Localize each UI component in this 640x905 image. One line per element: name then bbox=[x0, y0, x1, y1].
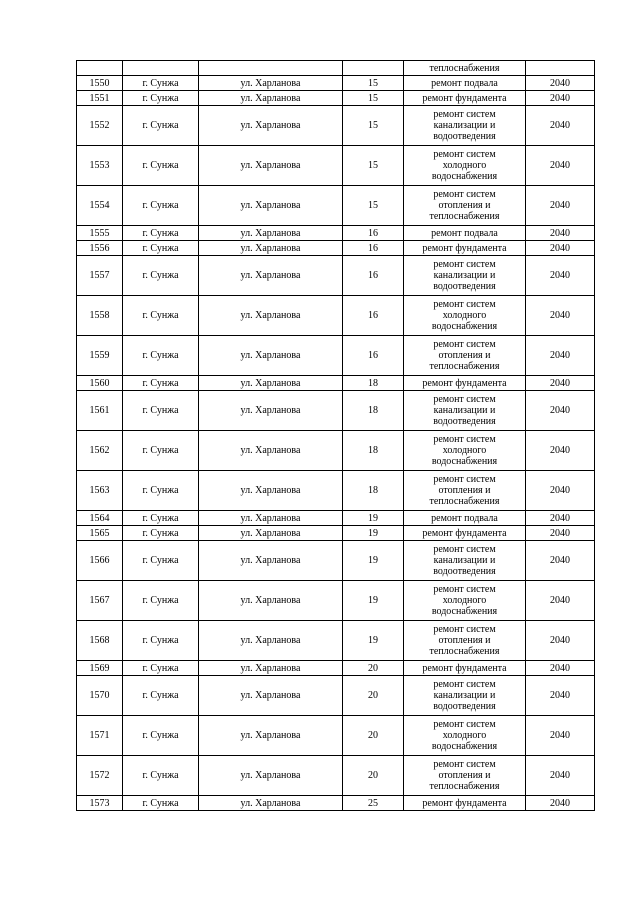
work-line: теплоснабжения bbox=[429, 62, 500, 74]
work-line: ремонт фундамента bbox=[422, 527, 507, 539]
work-line: теплоснабжения bbox=[429, 211, 500, 222]
cell-house: 25 bbox=[343, 796, 404, 811]
work-line: ремонт систем bbox=[433, 719, 496, 730]
table-row bbox=[77, 541, 595, 581]
work-line: ремонт систем bbox=[433, 299, 496, 310]
cell-work-type bbox=[404, 541, 526, 581]
table-row bbox=[77, 471, 595, 511]
table-row bbox=[77, 186, 595, 226]
work-line: теплоснабжения bbox=[429, 361, 500, 372]
cell-city: г. Сунжа bbox=[123, 256, 199, 296]
table-row bbox=[77, 76, 595, 91]
cell-city: г. Сунжа bbox=[123, 526, 199, 541]
cell-number: 1571 bbox=[77, 716, 123, 756]
cell-street: ул. Харланова bbox=[199, 541, 343, 581]
work-line: отопления и bbox=[438, 200, 491, 211]
table-row bbox=[77, 676, 595, 716]
cell-house: 20 bbox=[343, 756, 404, 796]
cell-street: ул. Харланова bbox=[199, 336, 343, 376]
work-line: отопления и bbox=[438, 770, 491, 781]
cell-number: 1562 bbox=[77, 431, 123, 471]
cell-year: 2040 bbox=[526, 146, 595, 186]
cell-work-type bbox=[404, 621, 526, 661]
cell-street: ул. Харланова bbox=[199, 716, 343, 756]
cell-number: 1556 bbox=[77, 241, 123, 256]
cell-city: г. Сунжа bbox=[123, 431, 199, 471]
work-line: ремонт систем bbox=[433, 624, 496, 635]
cell-work-type bbox=[404, 76, 526, 91]
cell-number: 1552 bbox=[77, 106, 123, 146]
cell-year: 2040 bbox=[526, 581, 595, 621]
cell-work-type bbox=[404, 661, 526, 676]
cell-number: 1558 bbox=[77, 296, 123, 336]
cell-city: г. Сунжа bbox=[123, 511, 199, 526]
cell-house: 19 bbox=[343, 526, 404, 541]
cell-work-type bbox=[404, 241, 526, 256]
table-row bbox=[77, 376, 595, 391]
cell-house: 20 bbox=[343, 661, 404, 676]
cell-work-type bbox=[404, 186, 526, 226]
table-row bbox=[77, 226, 595, 241]
cell-house: 15 bbox=[343, 146, 404, 186]
cell-number: 1568 bbox=[77, 621, 123, 661]
cell-number: 1566 bbox=[77, 541, 123, 581]
table-row bbox=[77, 756, 595, 796]
cell-city: г. Сунжа bbox=[123, 621, 199, 661]
work-line: ремонт систем bbox=[433, 259, 496, 270]
work-line: холодного bbox=[442, 445, 487, 456]
cell-house: 15 bbox=[343, 91, 404, 106]
cell-city: г. Сунжа bbox=[123, 391, 199, 431]
cell-work-type bbox=[404, 391, 526, 431]
cell-house: 19 bbox=[343, 541, 404, 581]
cell-year: 2040 bbox=[526, 226, 595, 241]
cell-house: 15 bbox=[343, 186, 404, 226]
table-row bbox=[77, 526, 595, 541]
work-line: водоснабжения bbox=[431, 321, 498, 332]
cell-house: 19 bbox=[343, 581, 404, 621]
cell-year: 2040 bbox=[526, 336, 595, 376]
work-line: ремонт систем bbox=[433, 149, 496, 160]
cell-number: 1553 bbox=[77, 146, 123, 186]
work-line: ремонт подвала bbox=[431, 512, 498, 524]
cell-work-type bbox=[404, 796, 526, 811]
cell-work-type bbox=[404, 756, 526, 796]
cell-year: 2040 bbox=[526, 661, 595, 676]
table-row bbox=[77, 621, 595, 661]
cell-street: ул. Харланова bbox=[199, 76, 343, 91]
work-line: канализации и bbox=[433, 405, 496, 416]
work-line: отопления и bbox=[438, 485, 491, 496]
cell-street: ул. Харланова bbox=[199, 676, 343, 716]
cell-year: 2040 bbox=[526, 256, 595, 296]
cell-city: г. Сунжа bbox=[123, 106, 199, 146]
cell-number: 1569 bbox=[77, 661, 123, 676]
work-line: холодного bbox=[442, 310, 487, 321]
table-row bbox=[77, 511, 595, 526]
cell-number: 1555 bbox=[77, 226, 123, 241]
work-line: холодного bbox=[442, 160, 487, 171]
cell-city: г. Сунжа bbox=[123, 676, 199, 716]
cell-year: 2040 bbox=[526, 621, 595, 661]
cell-number: 1550 bbox=[77, 76, 123, 91]
cell-number: 1565 bbox=[77, 526, 123, 541]
work-line: ремонт подвала bbox=[431, 77, 498, 89]
cell-year: 2040 bbox=[526, 716, 595, 756]
work-line: ремонт систем bbox=[433, 544, 496, 555]
cell-year: 2040 bbox=[526, 186, 595, 226]
cell-work-type bbox=[404, 296, 526, 336]
work-line: отопления и bbox=[438, 635, 491, 646]
cell-street: ул. Харланова bbox=[199, 621, 343, 661]
work-line: отопления и bbox=[438, 350, 491, 361]
table-row bbox=[77, 336, 595, 376]
cell-number: 1554 bbox=[77, 186, 123, 226]
cell-city bbox=[123, 61, 199, 76]
work-line: теплоснабжения bbox=[429, 646, 500, 657]
table-row bbox=[77, 661, 595, 676]
work-line: ремонт фундамента bbox=[422, 797, 507, 809]
cell-year: 2040 bbox=[526, 296, 595, 336]
cell-city: г. Сунжа bbox=[123, 226, 199, 241]
cell-street: ул. Харланова bbox=[199, 756, 343, 796]
work-line: ремонт систем bbox=[433, 434, 496, 445]
cell-house: 18 bbox=[343, 391, 404, 431]
cell-street: ул. Харланова bbox=[199, 186, 343, 226]
cell-city: г. Сунжа bbox=[123, 716, 199, 756]
cell-number: 1570 bbox=[77, 676, 123, 716]
cell-work-type bbox=[404, 91, 526, 106]
cell-street: ул. Харланова bbox=[199, 241, 343, 256]
table-row bbox=[77, 431, 595, 471]
work-line: ремонт фундамента bbox=[422, 242, 507, 254]
cell-year: 2040 bbox=[526, 511, 595, 526]
cell-house: 16 bbox=[343, 226, 404, 241]
cell-street: ул. Харланова bbox=[199, 226, 343, 241]
cell-year: 2040 bbox=[526, 391, 595, 431]
cell-city: г. Сунжа bbox=[123, 76, 199, 91]
work-line: ремонт фундамента bbox=[422, 662, 507, 674]
work-line: ремонт систем bbox=[433, 474, 496, 485]
work-line: ремонт систем bbox=[433, 394, 496, 405]
cell-street: ул. Харланова bbox=[199, 146, 343, 186]
work-line: канализации и bbox=[433, 555, 496, 566]
cell-year: 2040 bbox=[526, 756, 595, 796]
cell-year: 2040 bbox=[526, 91, 595, 106]
cell-street: ул. Харланова bbox=[199, 431, 343, 471]
cell-work-type bbox=[404, 376, 526, 391]
work-line: канализации и bbox=[433, 270, 496, 281]
cell-number: 1563 bbox=[77, 471, 123, 511]
cell-city: г. Сунжа bbox=[123, 541, 199, 581]
cell-number: 1557 bbox=[77, 256, 123, 296]
cell-city: г. Сунжа bbox=[123, 756, 199, 796]
cell-year bbox=[526, 61, 595, 76]
cell-number: 1564 bbox=[77, 511, 123, 526]
cell-year: 2040 bbox=[526, 796, 595, 811]
cell-number: 1551 bbox=[77, 91, 123, 106]
cell-year: 2040 bbox=[526, 376, 595, 391]
cell-house: 19 bbox=[343, 511, 404, 526]
cell-number: 1560 bbox=[77, 376, 123, 391]
cell-street: ул. Харланова bbox=[199, 391, 343, 431]
work-line: ремонт систем bbox=[433, 189, 496, 200]
cell-street: ул. Харланова bbox=[199, 471, 343, 511]
cell-city: г. Сунжа bbox=[123, 661, 199, 676]
cell-year: 2040 bbox=[526, 471, 595, 511]
cell-work-type bbox=[404, 336, 526, 376]
cell-house: 19 bbox=[343, 621, 404, 661]
cell-number: 1567 bbox=[77, 581, 123, 621]
cell-house: 18 bbox=[343, 376, 404, 391]
cell-work-type bbox=[404, 526, 526, 541]
cell-city: г. Сунжа bbox=[123, 336, 199, 376]
work-line: ремонт систем bbox=[433, 339, 496, 350]
cell-city: г. Сунжа bbox=[123, 581, 199, 621]
cell-work-type bbox=[404, 226, 526, 241]
work-line: водоотведения bbox=[433, 701, 496, 712]
cell-number: 1573 bbox=[77, 796, 123, 811]
cell-street: ул. Харланова bbox=[199, 511, 343, 526]
cell-house: 16 bbox=[343, 256, 404, 296]
cell-year: 2040 bbox=[526, 526, 595, 541]
cell-house: 16 bbox=[343, 241, 404, 256]
cell-house: 18 bbox=[343, 431, 404, 471]
cell-city: г. Сунжа bbox=[123, 91, 199, 106]
work-line: водоснабжения bbox=[431, 606, 498, 617]
cell-house: 20 bbox=[343, 716, 404, 756]
table-row bbox=[77, 796, 595, 811]
cell-street: ул. Харланова bbox=[199, 661, 343, 676]
work-line: ремонт подвала bbox=[431, 227, 498, 239]
cell-street: ул. Харланова bbox=[199, 526, 343, 541]
table-row bbox=[77, 241, 595, 256]
work-line: ремонт фундамента bbox=[422, 92, 507, 104]
cell-year: 2040 bbox=[526, 76, 595, 91]
cell-work-type bbox=[404, 511, 526, 526]
cell-house bbox=[343, 61, 404, 76]
cell-year: 2040 bbox=[526, 541, 595, 581]
table-body bbox=[77, 61, 595, 811]
cell-year: 2040 bbox=[526, 241, 595, 256]
work-line: водоснабжения bbox=[431, 171, 498, 182]
cell-house: 20 bbox=[343, 676, 404, 716]
cell-number: 1561 bbox=[77, 391, 123, 431]
work-line: холодного bbox=[442, 730, 487, 741]
work-line: ремонт систем bbox=[433, 759, 496, 770]
work-line: водоснабжения bbox=[431, 741, 498, 752]
cell-work-type bbox=[404, 471, 526, 511]
work-line: теплоснабжения bbox=[429, 781, 500, 792]
table-row bbox=[77, 91, 595, 106]
cell-work-type bbox=[404, 61, 526, 76]
cell-house: 15 bbox=[343, 76, 404, 91]
cell-house: 18 bbox=[343, 471, 404, 511]
cell-work-type bbox=[404, 106, 526, 146]
cell-number: 1559 bbox=[77, 336, 123, 376]
cell-city: г. Сунжа bbox=[123, 186, 199, 226]
cell-street: ул. Харланова bbox=[199, 106, 343, 146]
document-page bbox=[76, 60, 594, 811]
table-row bbox=[77, 106, 595, 146]
cell-street: ул. Харланова bbox=[199, 256, 343, 296]
cell-street: ул. Харланова bbox=[199, 581, 343, 621]
work-line: канализации и bbox=[433, 120, 496, 131]
cell-city: г. Сунжа bbox=[123, 146, 199, 186]
cell-year: 2040 bbox=[526, 106, 595, 146]
cell-work-type bbox=[404, 146, 526, 186]
work-line: теплоснабжения bbox=[429, 496, 500, 507]
cell-city: г. Сунжа bbox=[123, 296, 199, 336]
work-line: водоснабжения bbox=[431, 456, 498, 467]
cell-number: 1572 bbox=[77, 756, 123, 796]
cell-city: г. Сунжа bbox=[123, 376, 199, 391]
cell-street: ул. Харланова bbox=[199, 296, 343, 336]
cell-street: ул. Харланова bbox=[199, 376, 343, 391]
cell-number bbox=[77, 61, 123, 76]
cell-city: г. Сунжа bbox=[123, 241, 199, 256]
cell-year: 2040 bbox=[526, 431, 595, 471]
cell-house: 15 bbox=[343, 106, 404, 146]
repair-schedule-table bbox=[76, 60, 595, 811]
cell-work-type bbox=[404, 676, 526, 716]
table-row bbox=[77, 256, 595, 296]
cell-city: г. Сунжа bbox=[123, 471, 199, 511]
work-line: водоотведения bbox=[433, 281, 496, 292]
work-line: ремонт систем bbox=[433, 109, 496, 120]
cell-city: г. Сунжа bbox=[123, 796, 199, 811]
cell-street: ул. Харланова bbox=[199, 91, 343, 106]
work-line: канализации и bbox=[433, 690, 496, 701]
work-line: холодного bbox=[442, 595, 487, 606]
cell-work-type bbox=[404, 431, 526, 471]
cell-house: 16 bbox=[343, 296, 404, 336]
work-line: водоотведения bbox=[433, 416, 496, 427]
cell-work-type bbox=[404, 581, 526, 621]
cell-work-type bbox=[404, 716, 526, 756]
cell-year: 2040 bbox=[526, 676, 595, 716]
cell-street bbox=[199, 61, 343, 76]
cell-house: 16 bbox=[343, 336, 404, 376]
table-row bbox=[77, 716, 595, 756]
work-line: водоотведения bbox=[433, 131, 496, 142]
work-line: водоотведения bbox=[433, 566, 496, 577]
table-row bbox=[77, 581, 595, 621]
table-row bbox=[77, 296, 595, 336]
work-line: ремонт систем bbox=[433, 584, 496, 595]
cell-work-type bbox=[404, 256, 526, 296]
table-row bbox=[77, 146, 595, 186]
table-row-continuation bbox=[77, 61, 595, 76]
work-line: ремонт систем bbox=[433, 679, 496, 690]
table-row bbox=[77, 391, 595, 431]
cell-street: ул. Харланова bbox=[199, 796, 343, 811]
work-line: ремонт фундамента bbox=[422, 377, 507, 389]
